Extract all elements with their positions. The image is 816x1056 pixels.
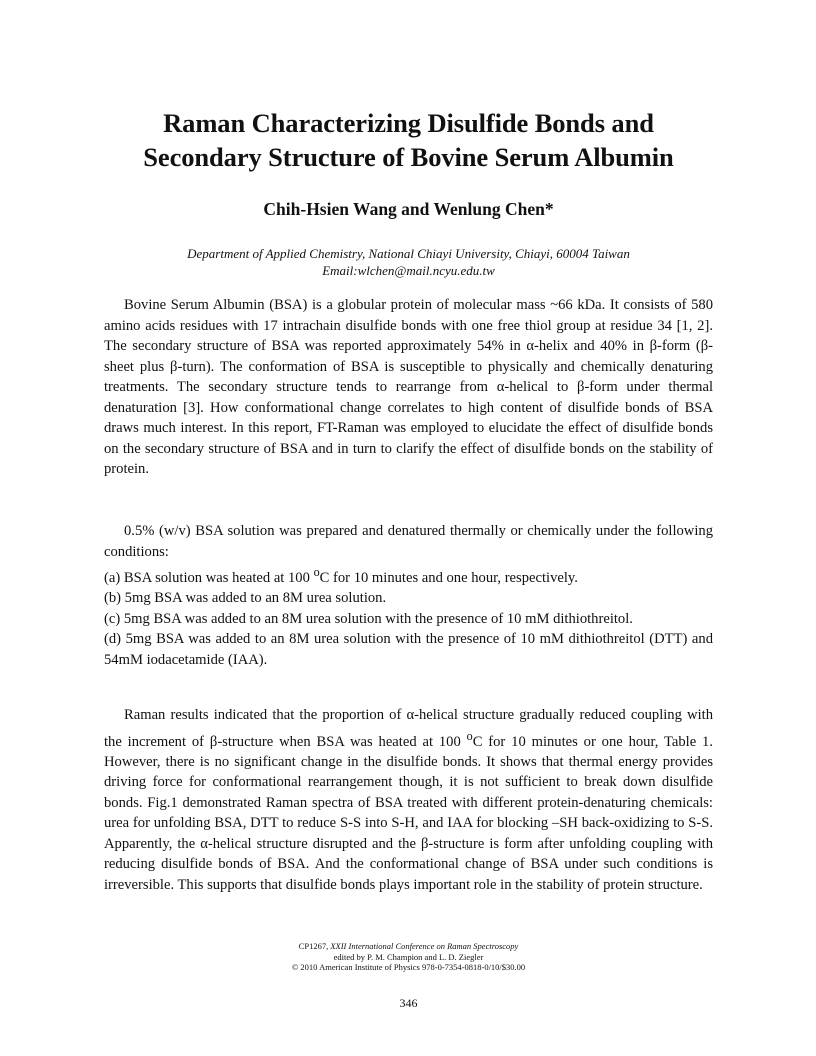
title-line-1: Raman Characterizing Disulfide Bonds and	[163, 108, 654, 138]
degree-mark: o	[466, 728, 473, 743]
results-text-pre: Raman results indicated that the proportion of α-helical structure gradually reduced coupling with the increment of β-structure when BSA was heated at 100	[104, 707, 713, 750]
condition-b: (b) 5mg BSA was added to an 8M urea solution.	[104, 590, 387, 607]
paragraph-results	[104, 705, 713, 895]
author-list: Chih-Hsien Wang and Wenlung Chen*	[263, 199, 554, 219]
footer-line-1	[104, 941, 713, 952]
footer-conference: XXII International Conference on Raman Spectroscopy	[330, 941, 519, 951]
title-line-2: Secondary Structure of Bovine Serum Albumin	[143, 142, 674, 172]
affiliation-email: Email:wlchen@mail.ncyu.edu.tw	[322, 263, 495, 278]
footer-cp-number: CP1267,	[298, 941, 331, 951]
results-text-post: C for 10 minutes or one hour, Table 1. However, there is no significant change in the disulfide bonds. It shows that thermal energy provides driving force for conformational rearrangement though, it is not sufficient to break down disulfide bonds. Fig.1 demonstrated Raman spectra of BSA treated with different protein-denaturing chemicals: urea for unfolding BSA, DTT to reduce S-S into S-H, and IAA for blocking –SH back-oxidizing to S-S. Apparently, the α-helical structure disrupted and the β-structure is form after unfolding coupling with reducing disulfide bonds of BSA. And the conformational change of BSA under such conditions is irreversible. This supports that disulfide bonds plays important role in the stability of protein structure.	[104, 733, 713, 893]
copyright-footer	[104, 941, 713, 973]
methods-intro: 0.5% (w/v) BSA solution was prepared and denatured thermally or chemically under the following conditions:	[104, 523, 713, 560]
affiliation-block	[104, 245, 713, 279]
condition-d: (d) 5mg BSA was added to an 8M urea solution with the presence of 10 mM dithiothreitol (DTT) and 54mM iodacetamide (IAA).	[104, 631, 713, 668]
page-number: 346	[399, 996, 418, 1010]
results-text	[104, 705, 713, 895]
affiliation-department: Department of Applied Chemistry, National Chiayi University, Chiayi, 60004 Taiwan	[187, 246, 630, 261]
paragraph-1-text: Bovine Serum Albumin (BSA) is a globular protein of molecular mass ~66 kDa. It consists of 580 amino acids residues with 17 intrachain disulfide bonds with one free thiol group at residue 34 [1, 2]. The secondary structure of BSA was reported approximately 54% in α-helix and 40% in β-form (β-sheet plus β-turn). The conformation of BSA is susceptible to physically and chemically denaturing treatments. The secondary structure tends to rearrange from α-helical to β-form under thermal denaturation [3]. How conformational change correlates to high content of disulfide bonds of BSA draws much interest. In this report, FT-Raman was employed to elucidate the effect of disulfide bonds on the secondary structure of BSA and in turn to clarify the effect of disulfide bonds on the stability of protein.	[104, 297, 713, 477]
condition-c: (c) 5mg BSA was added to an 8M urea solution with the presence of 10 mM dithiothreitol.	[104, 610, 633, 627]
condition-a-post: C for 10 minutes and one hour, respectively.	[319, 569, 578, 586]
condition-a	[104, 562, 713, 588]
paragraph-introduction	[104, 295, 713, 480]
footer-copyright: © 2010 American Institute of Physics 978-0-7354-0818-0/10/$30.00	[291, 962, 526, 972]
degree-mark: o	[313, 565, 320, 579]
condition-a-pre: (a) BSA solution was heated at 100	[104, 569, 314, 586]
paragraph-methods	[104, 521, 713, 670]
paper-title	[104, 106, 713, 174]
footer-editors: edited by P. M. Champion and L. D. Ziegler	[333, 951, 484, 962]
